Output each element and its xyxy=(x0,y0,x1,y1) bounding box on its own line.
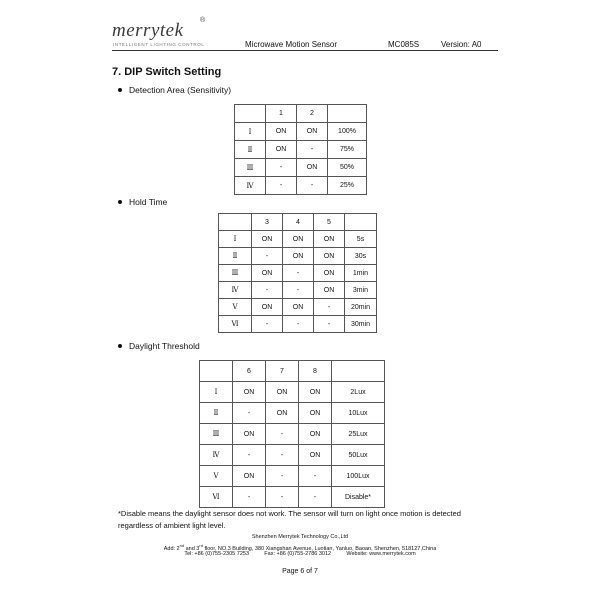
table-cell: Ⅴ xyxy=(200,466,233,487)
table-row xyxy=(200,445,385,466)
table-cell: Ⅰ xyxy=(200,382,233,403)
table-cell: ON xyxy=(314,231,345,248)
table-cell: Ⅰ xyxy=(219,231,252,248)
daylight-label: Daylight Threshold xyxy=(129,341,200,351)
table-row xyxy=(200,424,385,445)
table-row xyxy=(200,382,385,403)
table-header-cell: 1 xyxy=(266,105,297,123)
table-cell: - xyxy=(314,316,345,333)
daylight-heading xyxy=(118,341,200,351)
table-cell: ON xyxy=(266,123,297,141)
table-row xyxy=(235,159,367,177)
address-superscript: rd xyxy=(199,543,203,548)
table-cell: 100Lux xyxy=(332,466,385,487)
table-cell: ON xyxy=(299,424,332,445)
page-number: Page 6 of 7 xyxy=(282,568,318,575)
table-cell: ON xyxy=(283,248,314,265)
table-cell: ON xyxy=(266,141,297,159)
table-cell: Ⅱ xyxy=(235,141,266,159)
table-cell: Ⅴ xyxy=(219,299,252,316)
table-cell: 50Lux xyxy=(332,445,385,466)
table-cell: ON xyxy=(233,382,266,403)
table-header-cell: 3 xyxy=(252,214,283,231)
table-cell: ON xyxy=(266,382,299,403)
table-cell: - xyxy=(266,466,299,487)
table-header-cell xyxy=(345,214,377,231)
table-header-row xyxy=(219,214,377,231)
address-part: and 3 xyxy=(184,545,200,552)
table-cell: 3min xyxy=(345,282,377,299)
sensitivity-table xyxy=(234,104,367,195)
header-divider xyxy=(112,50,498,51)
table-row xyxy=(235,123,367,141)
table-cell: ON xyxy=(252,265,283,282)
table-header-cell: 8 xyxy=(299,361,332,382)
table-cell: - xyxy=(266,159,297,177)
table-cell: ON xyxy=(299,403,332,424)
table-cell: 10Lux xyxy=(332,403,385,424)
table-cell: - xyxy=(314,299,345,316)
table-cell: 100% xyxy=(328,123,367,141)
table-cell: - xyxy=(266,487,299,508)
table-row xyxy=(200,487,385,508)
table-cell: Ⅵ xyxy=(219,316,252,333)
table-cell: Disable* xyxy=(332,487,385,508)
table-cell: - xyxy=(283,316,314,333)
table-cell: Ⅱ xyxy=(200,403,233,424)
table-header-row xyxy=(200,361,385,382)
hold-time-label: Hold Time xyxy=(129,197,168,207)
footer-company: Shenzhen Merrytek Technology Co.,Ltd xyxy=(251,534,349,540)
table-cell: 50% xyxy=(328,159,367,177)
table-cell: ON xyxy=(252,299,283,316)
logo-tagline: INTELLIGENT LIGHTING CONTROL xyxy=(113,42,205,47)
address-superscript: nd xyxy=(179,543,185,548)
table-cell: - xyxy=(266,424,299,445)
table-cell: - xyxy=(283,265,314,282)
company-logo xyxy=(112,17,206,50)
sensitivity-heading xyxy=(118,85,231,95)
table-cell: ON xyxy=(283,231,314,248)
table-cell: ON xyxy=(266,403,299,424)
table-header-cell: 5 xyxy=(314,214,345,231)
disable-footnote: *Disable means the daylight sensor does not work. The sensor will turn on light once motion is detected regardless of ambient light level. xyxy=(118,509,461,530)
registered-mark: ® xyxy=(200,17,206,24)
table-cell: 75% xyxy=(328,141,367,159)
table-cell: 30s xyxy=(345,248,377,265)
table-cell: - xyxy=(252,316,283,333)
table-row xyxy=(219,248,377,265)
table-header-cell: 6 xyxy=(233,361,266,382)
table-cell: ON xyxy=(283,299,314,316)
table-row xyxy=(200,466,385,487)
table-header-cell: 4 xyxy=(283,214,314,231)
table-cell: - xyxy=(283,282,314,299)
table-cell: ON xyxy=(299,382,332,403)
table-cell: - xyxy=(252,248,283,265)
table-cell: 25% xyxy=(328,177,367,195)
address-part: floor, NO.3 Building, 380 Xiangshan Avenue, Luotian, Yanluo, Baoan, Shenzhen, 518127,China xyxy=(202,545,437,552)
table-row xyxy=(219,265,377,282)
table-cell: Ⅲ xyxy=(200,424,233,445)
table-cell: 25Lux xyxy=(332,424,385,445)
table-row xyxy=(219,299,377,316)
table-cell: - xyxy=(299,466,332,487)
sensitivity-label: Detection Area (Sensitivity) xyxy=(129,85,232,95)
bullet-icon xyxy=(118,344,122,348)
table-header-cell: 7 xyxy=(266,361,299,382)
hold-time-table xyxy=(218,213,377,333)
table-cell: ON xyxy=(314,248,345,265)
table-row xyxy=(235,141,367,159)
table-cell: 2Lux xyxy=(332,382,385,403)
table-cell: - xyxy=(252,282,283,299)
header-product: Microwave Motion Sensor xyxy=(245,40,338,49)
table-header-cell: 2 xyxy=(297,105,328,123)
hold-time-heading xyxy=(118,197,167,207)
table-cell: 1min xyxy=(345,265,377,282)
table-header-cell xyxy=(219,214,252,231)
section-title: 7. DIP Switch Setting xyxy=(112,66,222,78)
table-header-cell xyxy=(200,361,233,382)
table-cell: Ⅳ xyxy=(219,282,252,299)
bullet-icon xyxy=(118,200,122,204)
table-header-row xyxy=(235,105,367,123)
table-cell: Ⅰ xyxy=(235,123,266,141)
footer-contact: Tel: +86 (0)755-2305 7253 Fax: +86 (0)755-2786 3012 Website: www.merrytek.com xyxy=(184,551,416,557)
table-cell: ON xyxy=(252,231,283,248)
table-cell: - xyxy=(297,141,328,159)
table-row xyxy=(200,403,385,424)
table-cell: 5s xyxy=(345,231,377,248)
table-header-cell xyxy=(332,361,385,382)
table-cell: Ⅱ xyxy=(219,248,252,265)
daylight-table xyxy=(199,360,385,508)
table-cell: - xyxy=(299,487,332,508)
table-cell: ON xyxy=(233,424,266,445)
table-cell: Ⅳ xyxy=(200,445,233,466)
table-cell: - xyxy=(233,403,266,424)
table-cell: ON xyxy=(314,265,345,282)
table-cell: 20min xyxy=(345,299,377,316)
table-header-cell xyxy=(328,105,367,123)
table-cell: - xyxy=(233,487,266,508)
header-model: MC085S xyxy=(388,40,420,49)
table-cell: Ⅵ xyxy=(200,487,233,508)
address-part: Add: 2 xyxy=(163,545,180,552)
header-version: Version: A0 xyxy=(441,40,482,49)
table-cell: ON xyxy=(299,445,332,466)
table-cell: - xyxy=(233,445,266,466)
table-row xyxy=(219,231,377,248)
table-header-cell xyxy=(235,105,266,123)
table-cell: ON xyxy=(297,123,328,141)
table-cell: ON xyxy=(297,159,328,177)
table-cell: ON xyxy=(233,466,266,487)
table-row xyxy=(219,282,377,299)
table-cell: Ⅲ xyxy=(219,265,252,282)
table-row xyxy=(219,316,377,333)
table-cell: ON xyxy=(314,282,345,299)
table-cell: - xyxy=(266,445,299,466)
logo-wordmark: merrytek xyxy=(112,20,184,41)
table-cell: - xyxy=(266,177,297,195)
table-cell: Ⅳ xyxy=(235,177,266,195)
table-cell: - xyxy=(297,177,328,195)
table-cell: 30min xyxy=(345,316,377,333)
bullet-icon xyxy=(118,88,122,92)
table-row xyxy=(235,177,367,195)
table-cell: Ⅲ xyxy=(235,159,266,177)
